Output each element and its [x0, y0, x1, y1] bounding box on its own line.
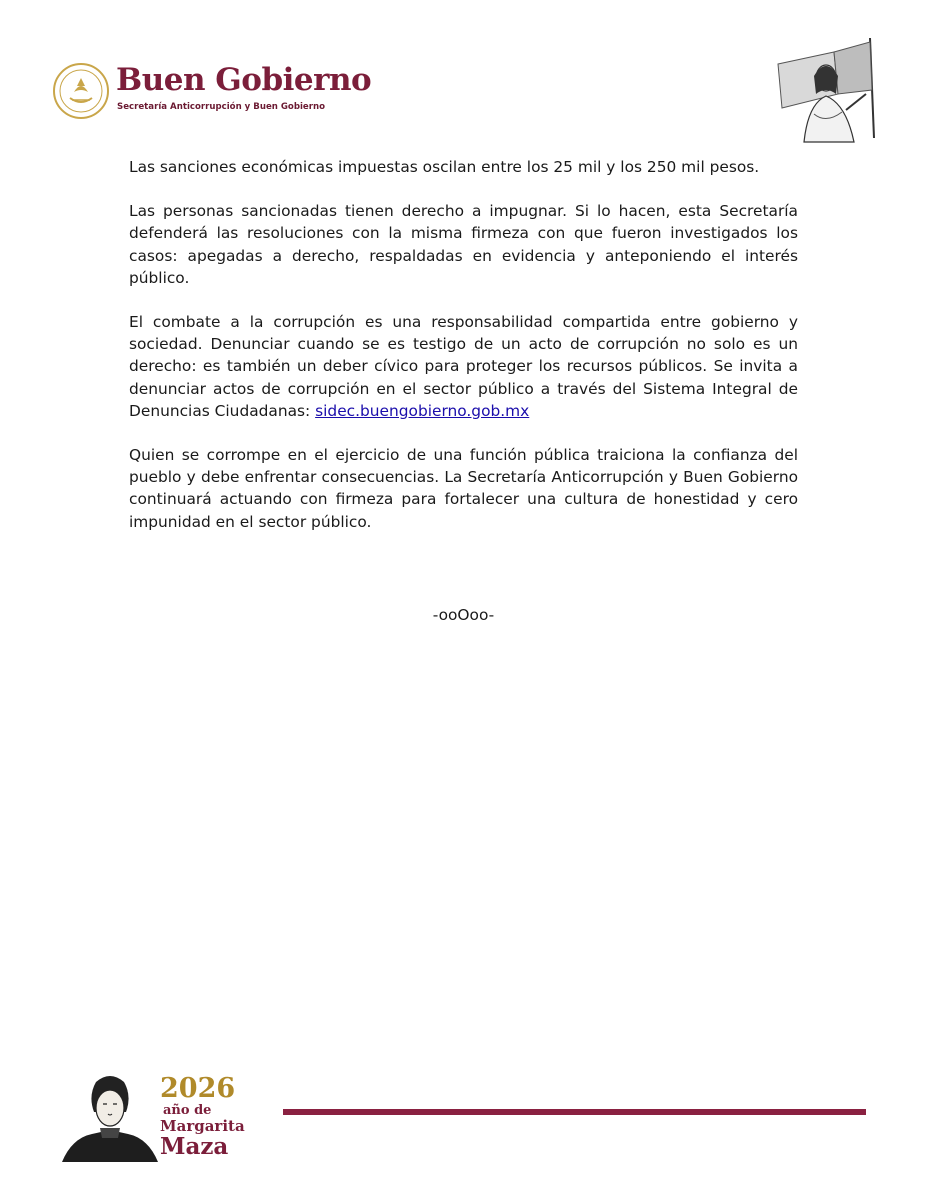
- closing-mark: -ooOoo-: [432, 606, 495, 624]
- margarita-maza-portrait-icon: [62, 1072, 158, 1162]
- brand-subtitle: Secretaría Anticorrupción y Buen Gobierno: [117, 102, 326, 112]
- footer-divider: [283, 1109, 866, 1115]
- woman-with-flag-icon: [774, 34, 884, 144]
- paragraph-appeals: Las personas sancionadas tienen derecho a impugnar. Si lo hacen, esta Secretaría defenderá las resoluciones con la misma firmeza con que fueron investigados los casos: apegadas a derecho, respaldadas en evidencia y anteponiendo el interés público.: [129, 202, 798, 287]
- document-header: [52, 62, 412, 122]
- brand-title: Buen Gobierno: [116, 62, 372, 98]
- footer-ano-de: año de: [163, 1103, 212, 1118]
- footer-maza: Maza: [160, 1133, 229, 1160]
- footer-year: 2026: [160, 1073, 236, 1104]
- sidec-link[interactable]: sidec.buengobierno.gob.mx: [315, 401, 530, 420]
- coat-of-arms-seal-icon: [52, 62, 110, 120]
- document-body: [129, 156, 798, 555]
- footer-margarita: Margarita: [160, 1117, 245, 1135]
- paragraph-sanctions: Las sanciones económicas impuestas oscilan entre los 25 mil y los 250 mil pesos.: [129, 158, 760, 176]
- paragraph-combat-corruption: [129, 311, 798, 422]
- paragraph-consequences: Quien se corrompe en el ejercicio de una función pública traiciona la confianza del pueblo y debe enfrentar consecuencias. La Secretaría Anticorrupción y Buen Gobierno continuará actuando con firmeza para fortalecer una cultura de honestidad y cero impunidad en el sector público.: [129, 446, 798, 531]
- paragraph-combat-corruption-text: El combate a la corrupción es una responsabilidad compartida entre gobierno y sociedad. Denunciar cuando se es testigo de un acto de corrupción no solo es un derecho: es también un deber cívico para proteger los recursos públicos. Se invita a denunciar actos de corrupción en el sector público a través del Sistema Integral de Denuncias Ciudadanas:: [129, 313, 798, 420]
